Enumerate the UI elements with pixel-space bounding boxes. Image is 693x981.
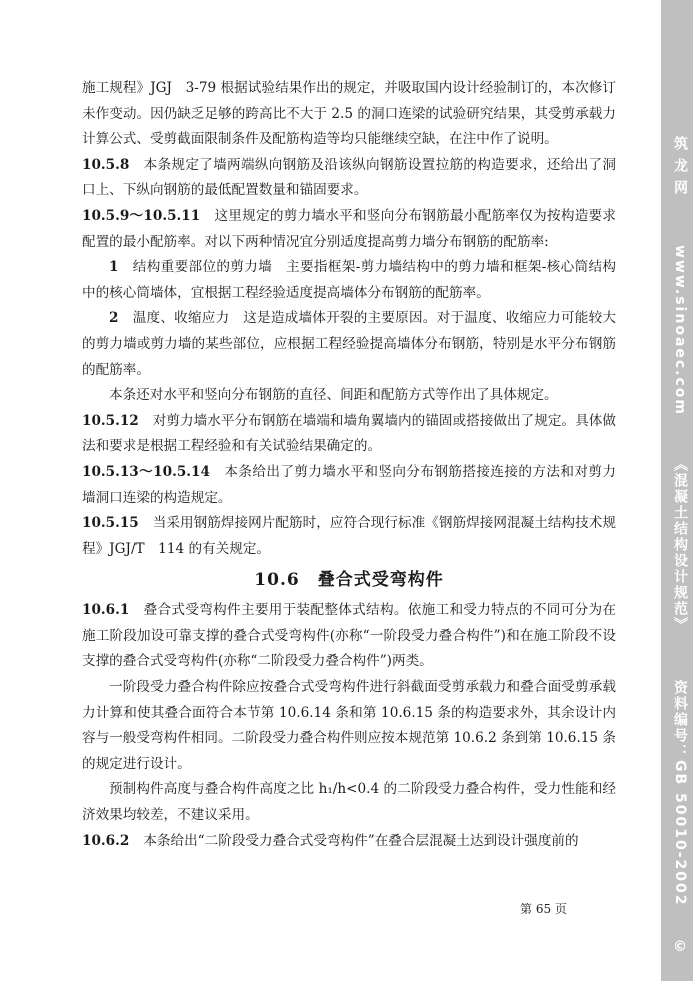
watermark-doc-title: 《混凝土结构设计规范》 bbox=[672, 456, 688, 633]
section-number: 10.6 bbox=[254, 570, 300, 591]
watermark-copyright: © bbox=[672, 939, 688, 958]
section-title: 叠合式受弯构件 bbox=[317, 570, 444, 591]
paragraph-text: 这里规定的剪力墙水平和竖向分布钢筋最小配筋率仅为按构造要求配置的最小配筋率。对以下两种情况宜分别适度提高剪力墙分布钢筋的配筋率: bbox=[82, 207, 617, 250]
paragraph bbox=[82, 829, 616, 855]
watermark-url: www.sinoaec.com bbox=[672, 244, 688, 416]
clause-number: 10.5.9～10.5.11 bbox=[82, 207, 201, 224]
paragraph-text: 结构重要部位的剪力墙 主要指框架-剪力墙结构中的剪力墙和框架-核心筒结构中的核心筒墙体，宜根据工程经验适度提高墙体分布钢筋的配筋率。 bbox=[82, 259, 616, 301]
page-body bbox=[82, 76, 616, 854]
watermark-text bbox=[664, 8, 690, 957]
paragraph-text: 对剪力墙水平分布钢筋在墙端和墙角翼墙内的锚固或搭接做出了规定。具体做法和要求是根据工程经验和有关试验结果确定的。 bbox=[82, 412, 616, 455]
paragraph bbox=[82, 153, 616, 204]
paragraph-text: 预制构件高度与叠合构件高度之比 h₁/h<0.4 的二阶段受力叠合构件，受力性能和经济效果均较差，不建议采用。 bbox=[82, 781, 616, 824]
paragraph bbox=[82, 255, 616, 306]
paragraph-text: 本条给出“二阶段受力叠合式受弯构件”在叠合层混凝土达到设计强度前的 bbox=[143, 832, 579, 849]
paragraph bbox=[82, 383, 616, 409]
paragraph-group-10-5 bbox=[82, 76, 616, 562]
paragraph bbox=[82, 409, 616, 460]
paragraph bbox=[82, 675, 616, 777]
paragraph bbox=[82, 598, 616, 675]
paragraph bbox=[82, 306, 616, 383]
clause-number: 10.5.15 bbox=[82, 515, 139, 532]
paragraph-text: 温度、收缩应力 这是造成墙体开裂的主要原因。对于温度、收缩应力可能较大的剪力墙或剪力墙的某些部位，应根据工程经验提高墙体分布钢筋，特别是水平分布钢筋的配筋率。 bbox=[82, 310, 616, 378]
paragraph-text: 当采用钢筋焊接网片配筋时，应符合现行标准《钢筋焊接网混凝土结构技术规程》JGJ/T 114 的有关规定。 bbox=[82, 515, 616, 557]
paragraph-text: 本条还对水平和竖向分布钢筋的直径、间距和配筋方式等作出了具体规定。 bbox=[109, 387, 558, 404]
paragraph bbox=[82, 204, 616, 255]
section-heading bbox=[82, 564, 616, 596]
paragraph bbox=[82, 511, 616, 562]
page-number: 第 65 页 bbox=[520, 902, 567, 916]
paragraph-text: 一阶段受力叠合构件除应按叠合式受弯构件进行斜截面受剪承载力和叠合面受剪承载力计算和使其叠合面符合本节第 10.6.14 条和第 10.6.15 条的构造要求外，其余设计内容与一般受弯构件相同。二阶段受力叠合构件则应按本规范第 10.6.2 条到第 10.6.15 条的规定进行设计。 bbox=[82, 679, 616, 772]
paragraph bbox=[82, 777, 616, 828]
clause-number: 10.6.1 bbox=[82, 602, 130, 619]
clause-number: 10.6.2 bbox=[82, 832, 130, 849]
paragraph-group-10-6 bbox=[82, 598, 616, 854]
paragraph-text: 本条规定了墙两端纵向钢筋及沿该纵向钢筋设置拉筋的构造要求，还给出了洞口上、下纵向钢筋的最低配置数量和锚固要求。 bbox=[82, 156, 616, 199]
paragraph bbox=[82, 460, 616, 511]
clause-number: 1 bbox=[109, 259, 119, 276]
watermark-sidebar bbox=[661, 0, 693, 981]
paragraph-text: 施工规程》JGJ 3-79 根据试验结果作出的规定，并吸取国内设计经验制订的，本次修订未作变动。因仍缺乏足够的跨高比不大于 2.5 的洞口连梁的试验研究结果，其受剪承载力计算公式、受剪截面限制条件及配筋构造等均只能继续空缺，在注中作了说明。 bbox=[82, 80, 616, 148]
paragraph bbox=[82, 76, 616, 153]
clause-number: 10.5.13～10.5.14 bbox=[82, 463, 210, 480]
watermark-site-name: 筑龙网 bbox=[672, 136, 688, 202]
paragraph-text: 本条给出了剪力墙水平和竖向分布钢筋搭接连接的方法和对剪力墙洞口连梁的构造规定。 bbox=[82, 463, 616, 506]
clause-number: 10.5.12 bbox=[82, 412, 139, 429]
clause-number: 2 bbox=[109, 310, 119, 327]
watermark-doc-code: 资料编号：GB 50010-2002 bbox=[672, 679, 688, 907]
paragraph-text: 叠合式受弯构件主要用于装配整体式结构。依施工和受力特点的不同可分为在施工阶段加设可靠支撑的叠合式受弯构件(亦称“一阶段受力叠合构件”)和在施工阶段不设支撑的叠合式受弯构件(亦称“二阶段受力叠合构件”)两类。 bbox=[82, 602, 616, 670]
clause-number: 10.5.8 bbox=[82, 156, 130, 173]
